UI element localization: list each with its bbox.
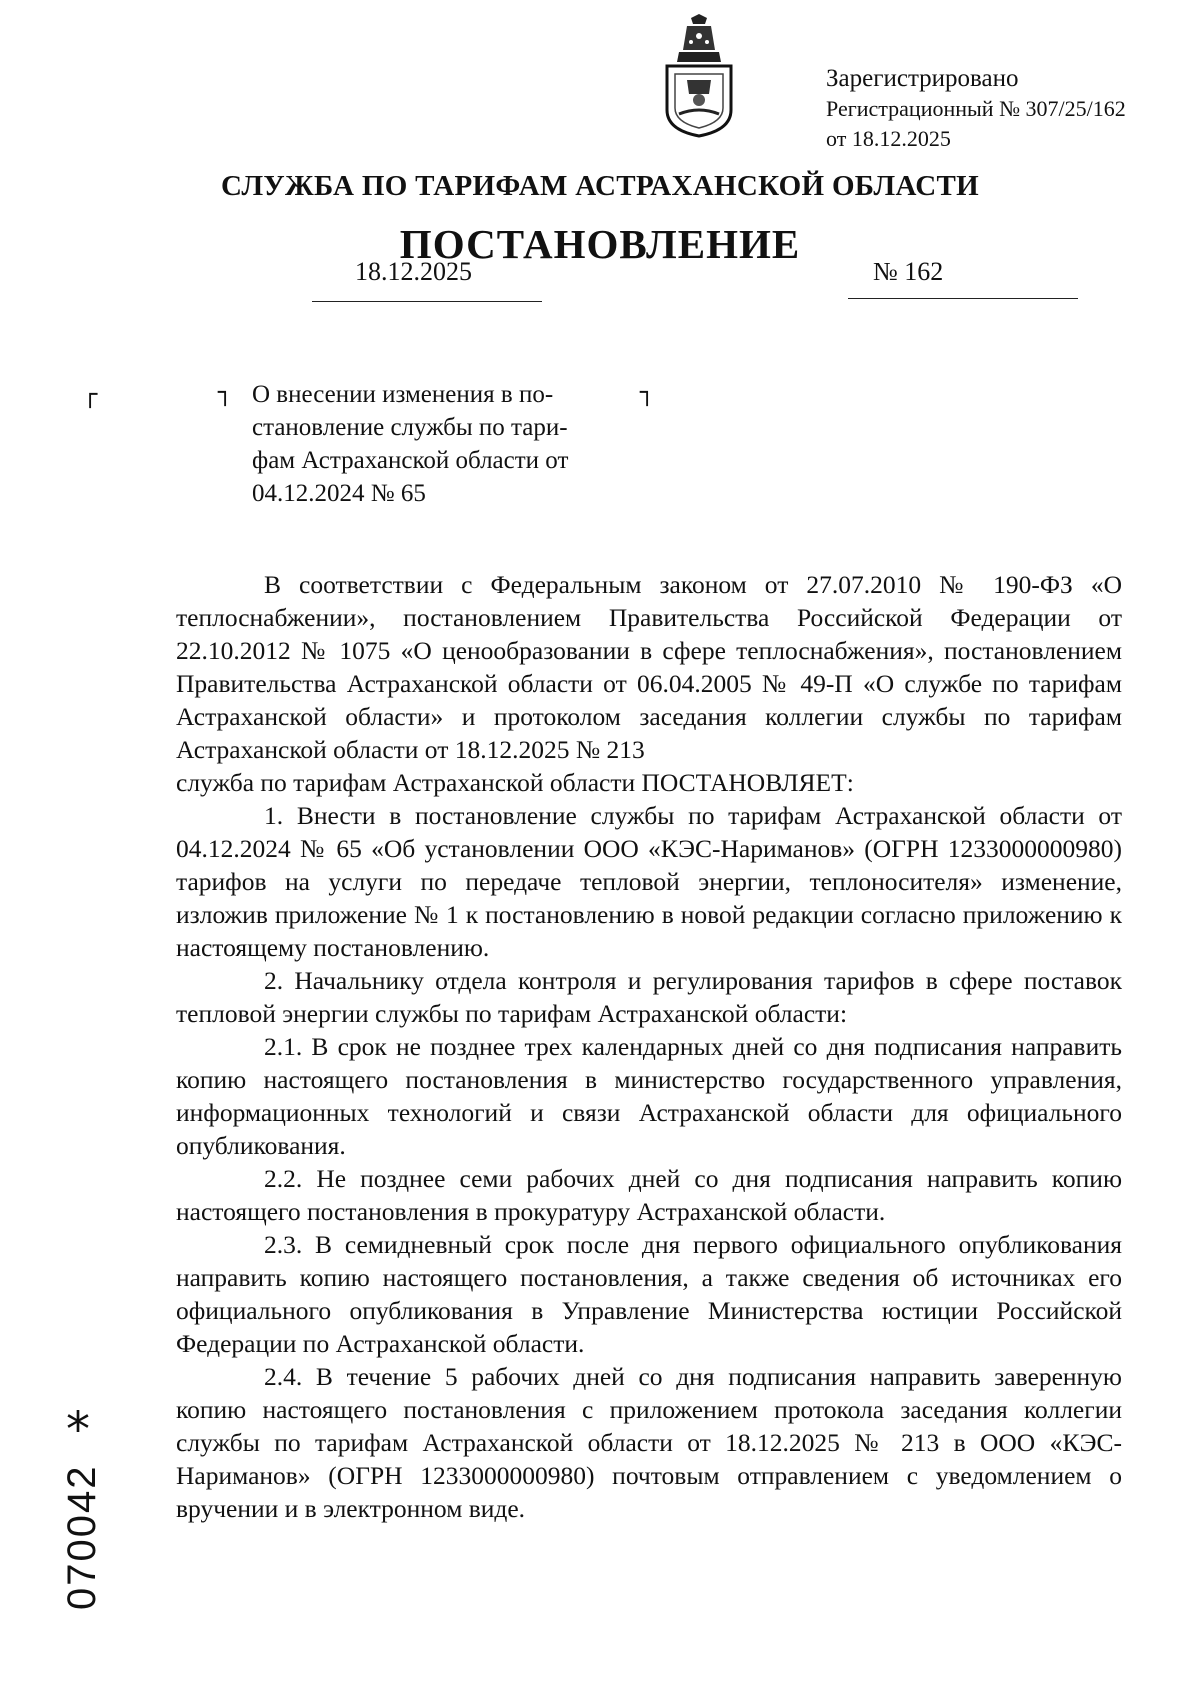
subject-line: О внесении изменения в по- xyxy=(252,381,554,408)
corner-mark-left: ┌ xyxy=(83,380,98,408)
date-underline xyxy=(312,301,542,302)
clause-2-2: 2.2. Не позднее семи рабочих дней со дня подписания направить копию настоящего постановления в прокуратуру Астраханской области. xyxy=(176,1164,1122,1226)
margin-star: * xyxy=(66,1402,90,1458)
registration-block xyxy=(826,64,1126,154)
organization-title: СЛУЖБА ПО ТАРИФАМ АСТРАХАНСКОЙ ОБЛАСТИ xyxy=(220,170,980,202)
clause-2-3: 2.3. В семидневный срок после дня первого официального опубликования направить копию настоящего постановления, а также сведения об источниках его официального опубликования в Управление Министерства юстиции Российской Федерации по Астраханской области. xyxy=(176,1230,1122,1358)
number-underline xyxy=(848,298,1078,299)
clause-1: 1. Внести в постановление службы по тарифам Астраханской области от 04.12.2024 № 65 «Об установлении ООО «КЭС-Нариманов» (ОГРН 1233000000980) тарифов на услуги по передаче тепловой энергии, теплоносителя» изменение, изложив приложение № 1 к постановлению в новой редакции согласно приложению к настоящему постановлению. xyxy=(176,801,1122,962)
clause-2-1: 2.1. В срок не позднее трех календарных дней со дня подписания направить копию настоящего постановления в министерство государственного управления, информационных технологий и связи Астраханской области для официального опубликования. xyxy=(176,1032,1122,1160)
document-number: № 162 xyxy=(873,257,944,286)
margin-code: 070042 xyxy=(60,1464,104,1610)
clause-2-4: 2.4. В течение 5 рабочих дней со дня подписания направить заверенную копию настоящего постановления с приложением протокола заседания коллегии службы по тарифам Астраханской области от 18.12.2025 № 213 в ООО «КЭС-Нариманов» (ОГРН 1233000000980) почтовым отправлением с уведомлением о вручении и в электронном виде. xyxy=(176,1362,1122,1523)
corner-mark-right: ┐ xyxy=(640,378,655,406)
registration-number: Регистрационный № 307/25/162 xyxy=(826,96,1126,121)
document-type-title: ПОСТАНОВЛЕНИЕ xyxy=(399,221,801,267)
preamble-paragraph: В соответствии с Федеральным законом от 27.07.2010 № 190-ФЗ «О теплоснабжении», постановлением Правительства Российской Федерации от 22.10.2012 № 1075 «О ценообразовании в сфере теплоснабжения», постановлением Правительства Астраханской области от 06.04.2005 № 49-П «О службе по тарифам Астраханской области» и протоколом заседания коллегии службы по тарифам Астраханской области от 18.12.2025 № 213 xyxy=(176,570,1122,764)
document-body xyxy=(176,568,1122,1525)
subject-line: становление службы по тари- xyxy=(252,414,568,441)
resolution-phrase: служба по тарифам Астраханской области ПОСТАНОВЛЯЕТ: xyxy=(176,768,854,797)
registration-date: от 18.12.2025 xyxy=(826,126,951,151)
coat-of-arms-icon xyxy=(661,14,737,140)
document-subject xyxy=(252,378,632,510)
subject-line: 04.12.2024 № 65 xyxy=(252,480,426,507)
registration-status: Зарегистрировано xyxy=(826,65,1019,92)
document-date: 18.12.2025 xyxy=(355,257,472,286)
corner-mark-mid: ┐ xyxy=(218,378,233,406)
clause-2: 2. Начальнику отдела контроля и регулирования тарифов в сфере поставок тепловой энергии службы по тарифам Астраханской области: xyxy=(176,966,1122,1028)
subject-line: фам Астраханской области от xyxy=(252,447,569,474)
